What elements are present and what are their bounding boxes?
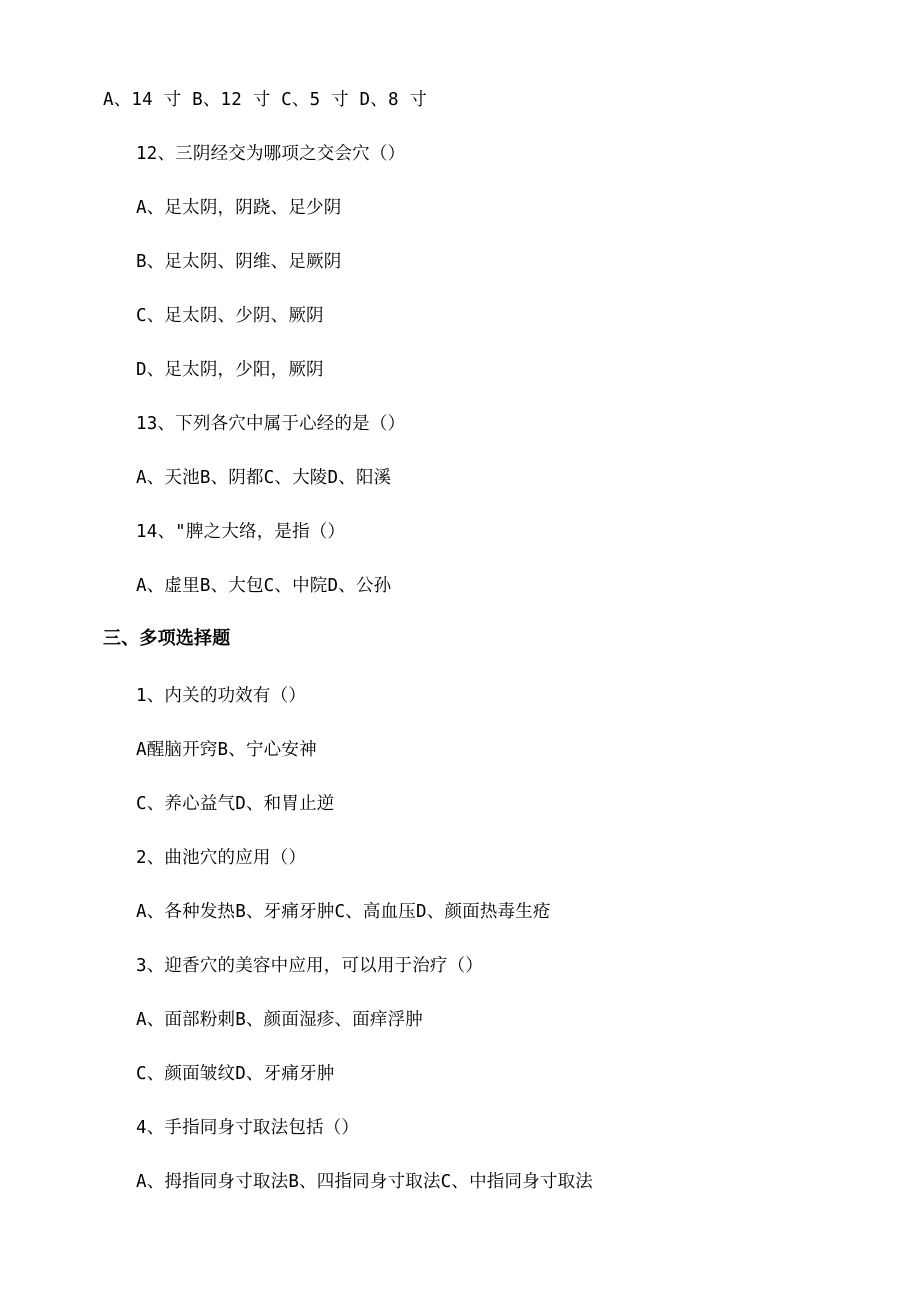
question-m2: 2、曲池穴的应用（） [136, 848, 307, 868]
option-line-m4: A、拇指同身寸取法B、四指同身寸取法C、中指同身寸取法 [136, 1172, 594, 1192]
option-12b: B、足太阴、阴维、足厥阴 [136, 252, 342, 272]
option-line-q11: A、14 寸 B、12 寸 C、5 寸 D、8 寸 [103, 90, 428, 110]
option-m1-cd: C、养心益气D、和胃止逆 [136, 794, 335, 814]
question-14: 14、"脾之大络，是指（） [136, 522, 346, 542]
option-m3-cd: C、颜面皱纹D、牙痛牙肿 [136, 1064, 335, 1084]
option-m1-ab: A醒脑开窍B、宁心安神 [136, 740, 317, 760]
question-m1: 1、内关的功效有（） [136, 686, 307, 706]
option-line-m2: A、各种发热B、牙痛牙肿C、高血压D、颜面热毒生疮 [136, 902, 551, 922]
question-m3: 3、迎香穴的美容中应用，可以用于治疗（） [136, 956, 484, 976]
option-12a: A、足太阴，阴跷、足少阴 [136, 198, 342, 218]
question-13: 13、下列各穴中属于心经的是（） [136, 414, 406, 434]
option-12c: C、足太阴、少阴、厥阴 [136, 306, 324, 326]
question-12: 12、三阴经交为哪项之交会穴（） [136, 144, 406, 164]
option-line-13: A、天池B、阴都C、大陵D、阳溪 [136, 468, 392, 488]
question-m4: 4、手指同身寸取法包括（） [136, 1118, 360, 1138]
option-12d: D、足太阴，少阳，厥阴 [136, 360, 324, 380]
section-heading-multiple-choice: 三、多项选择题 [103, 628, 231, 649]
option-m3-ab: A、面部粉刺B、颜面湿疹、面痒浮肿 [136, 1010, 423, 1030]
option-line-14: A、虚里B、大包C、中院D、公孙 [136, 576, 392, 596]
